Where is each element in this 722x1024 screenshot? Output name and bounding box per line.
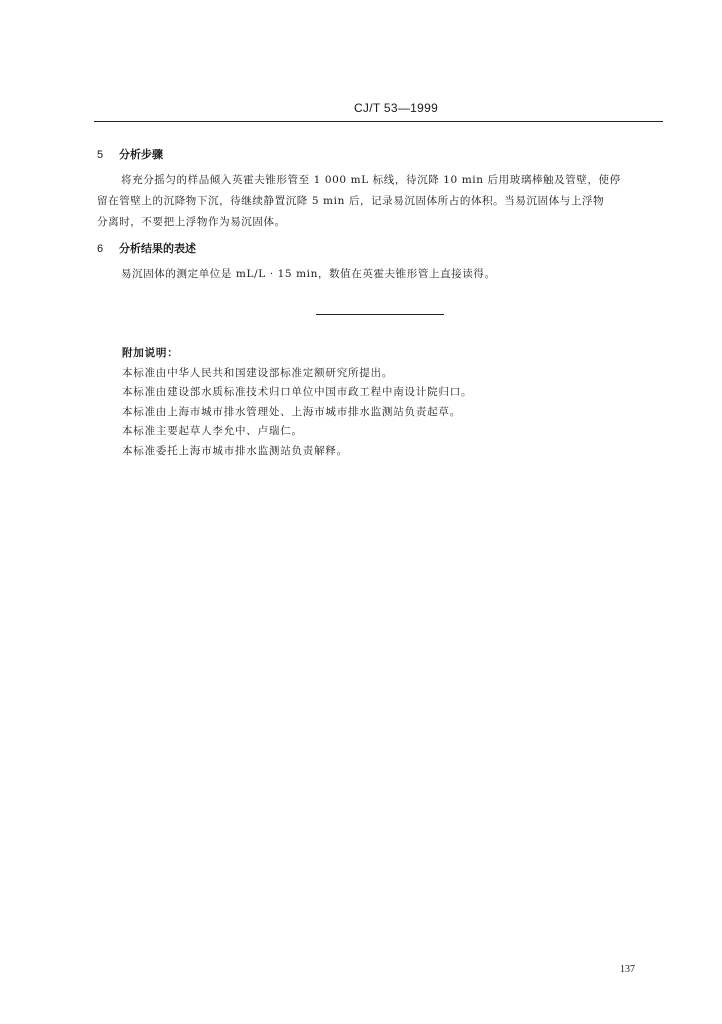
additional-notes	[122, 344, 472, 461]
section-6-number: 6	[97, 243, 104, 255]
header-divider	[94, 121, 663, 122]
note-line-4: 本标准主要起草人李允中、卢瑞仁。	[122, 425, 303, 437]
section-6-title: 分析结果的表述	[119, 242, 196, 255]
note-line-3: 本标准由上海市城市排水管理处、上海市城市排水监测站负责起草。	[122, 405, 461, 418]
section-5-line-1: 将充分摇匀的样品倾入英霍夫锥形管至 1 000 mL 标线，待沉降 10 min 后用玻璃棒触及管壁，使停	[121, 174, 621, 186]
page-number: 137	[620, 964, 635, 975]
note-line-5: 本标准委托上海市城市排水监测站负责解释。	[122, 444, 348, 457]
section-5-line-2: 留在管壁上的沉降物下沉，待继续静置沉降 5 min 后，记录易沉固体所占的体积。当易沉固体与上浮物	[97, 195, 605, 207]
section-5-number: 5	[97, 149, 104, 161]
standard-code: CJ/T 53—1999	[353, 101, 439, 115]
note-line-1: 本标准由中华人民共和国建设部标准定额研究所提出。	[122, 366, 394, 379]
section-6-body	[97, 264, 663, 285]
note-line-2: 本标准由建设部水质标准技术归口单位中国市政工程中南设计院归口。	[122, 386, 473, 398]
section-5-title: 分析步骤	[119, 148, 163, 161]
section-5-body	[97, 170, 663, 233]
section-5-line-3: 分离时，不要把上浮物作为易沉固体。	[97, 216, 286, 228]
end-of-text-rule	[316, 314, 444, 315]
section-6-heading	[97, 240, 196, 256]
section-5-heading	[97, 146, 163, 162]
notes-title: 附加说明：	[122, 347, 179, 359]
section-6-line-1: 易沉固体的测定单位是 mL/L · 15 min，数值在英霍夫锥形管上直接读得。	[121, 268, 496, 280]
